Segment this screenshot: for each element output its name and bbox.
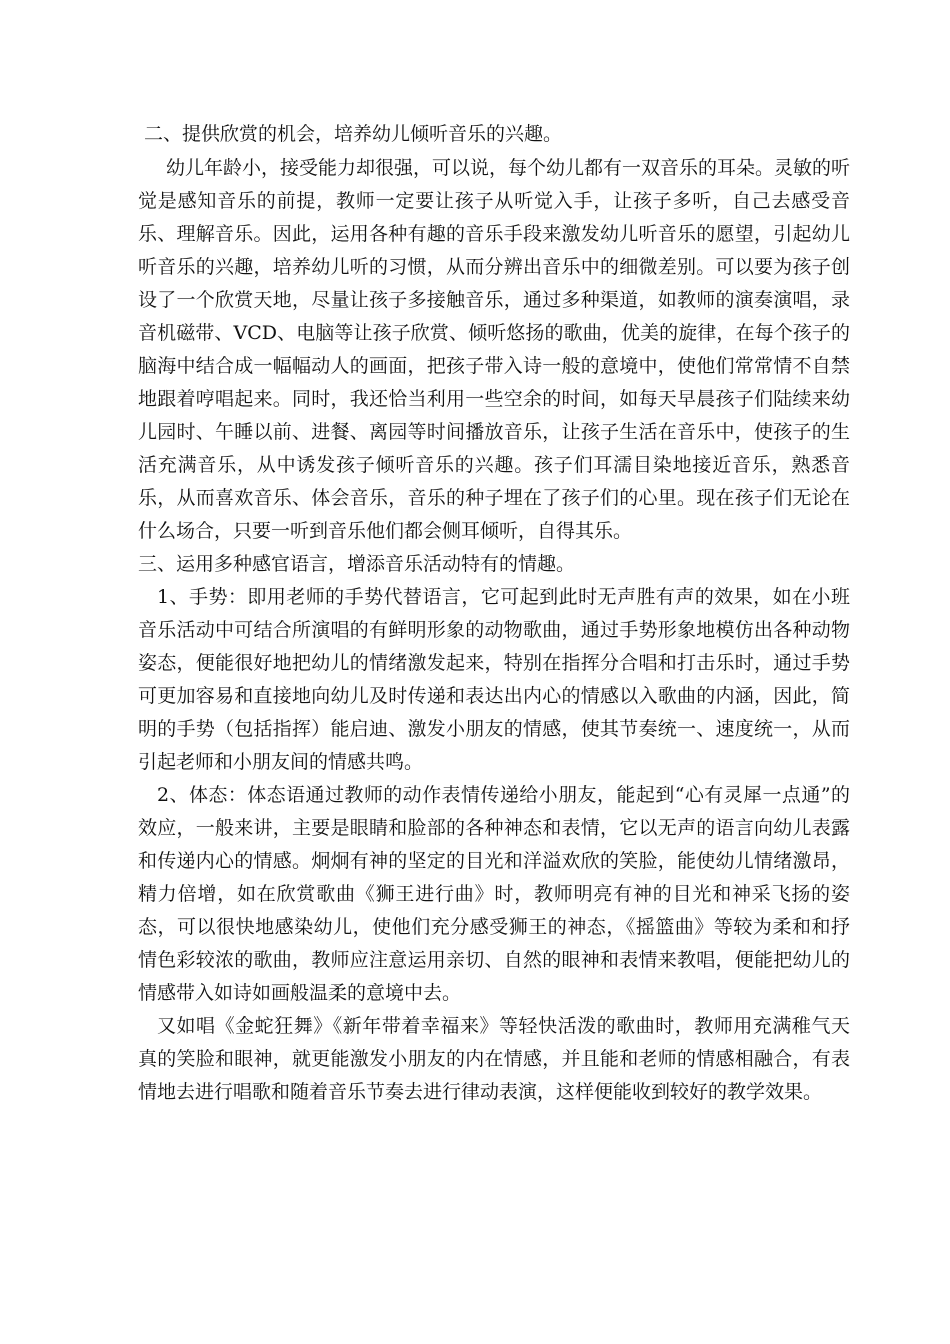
document-body xyxy=(138,118,850,1109)
section-3-item-1: 1、手势：即用老师的手势代替语言，它可起到此时无声胜有声的效果，如在小班音乐活动中可结合所演唱的有鲜明形象的动物歌曲，通过手势形象地模仿出各种动物姿态，便能很好地把幼儿的情绪激发起来，特别在指挥分合唱和打击乐时，通过手势可更加容易和直接地向幼儿及时传递和表达出内心的情感以入歌曲的内涵，因此，简明的手势（包括指挥）能启迪、激发小朋友的情感，使其节奏统一、速度统一，从而引起老师和小朋友间的情感共鸣。 xyxy=(138,586,850,773)
section-2-heading: 二、提供欣赏的机会，培养幼儿倾听音乐的兴趣。 xyxy=(144,123,563,145)
section-3-heading: 三、运用多种感官语言，增添音乐活动特有的情趣。 xyxy=(138,553,576,575)
section-3-item-2: 2、体态：体态语通过教师的动作表情传递给小朋友，能起到“心有灵犀一点通”的效应，一般来讲，主要是眼睛和脸部的各种神态和表情，它以无声的语言向幼儿表露和传递内心的情感。炯炯有神的坚定的目光和洋溢欢欣的笑脸，能使幼儿情绪激昂，精力倍增，如在欣赏歌曲《狮王进行曲》时，教师明亮有神的目光和神采飞扬的姿态，可以很快地感染幼儿，使他们充分感受狮王的神态，《摇篮曲》等较为柔和和抒情色彩较浓的歌曲，教师应注意运用亲切、自然的眼神和表情来教唱，便能把幼儿的情感带入如诗如画般温柔的意境中去。 xyxy=(138,784,850,1004)
section-2-paragraph: 幼儿年龄小，接受能力却很强，可以说，每个幼儿都有一双音乐的耳朵。灵敏的听觉是感知音乐的前提，教师一定要让孩子从听觉入手，让孩子多听，自己去感受音乐、理解音乐。因此，运用各种有趣的音乐手段来激发幼儿听音乐的愿望，引起幼儿听音乐的兴趣，培养幼儿听的习惯，从而分辨出音乐中的细微差别。可以要为孩子创设了一个欣赏天地，尽量让孩子多接触音乐，通过多种渠道，如教师的演奏演唱，录音机磁带、VCD、电脑等让孩子欣赏、倾听悠扬的歌曲，优美的旋律，在每个孩子的脑海中结合成一幅幅动人的画面，把孩子带入诗一般的意境中，使他们常常情不自禁地跟着哼唱起来。同时，我还恰当利用一些空余的时间，如每天早晨孩子们陆续来幼儿园时、午睡以前、进餐、离园等时间播放音乐，让孩子生活在音乐中，使孩子的生活充满音乐，从中诱发孩子倾听音乐的兴趣。孩子们耳濡目染地接近音乐，熟悉音乐，从而喜欢音乐、体会音乐，音乐的种子埋在了孩子们的心里。现在孩子们无论在什么场合，只要一听到音乐他们都会侧耳倾听，自得其乐。 xyxy=(138,157,851,542)
section-3-item-3: 又如唱《金蛇狂舞》《新年带着幸福来》等轻快活泼的歌曲时，教师用充满稚气天真的笑脸和眼神，就更能激发小朋友的内在情感，并且能和老师的情感相融合，有表情地去进行唱歌和随着音乐节奏去进行律动表演，这样便能收到较好的教学效果。 xyxy=(138,1015,850,1103)
